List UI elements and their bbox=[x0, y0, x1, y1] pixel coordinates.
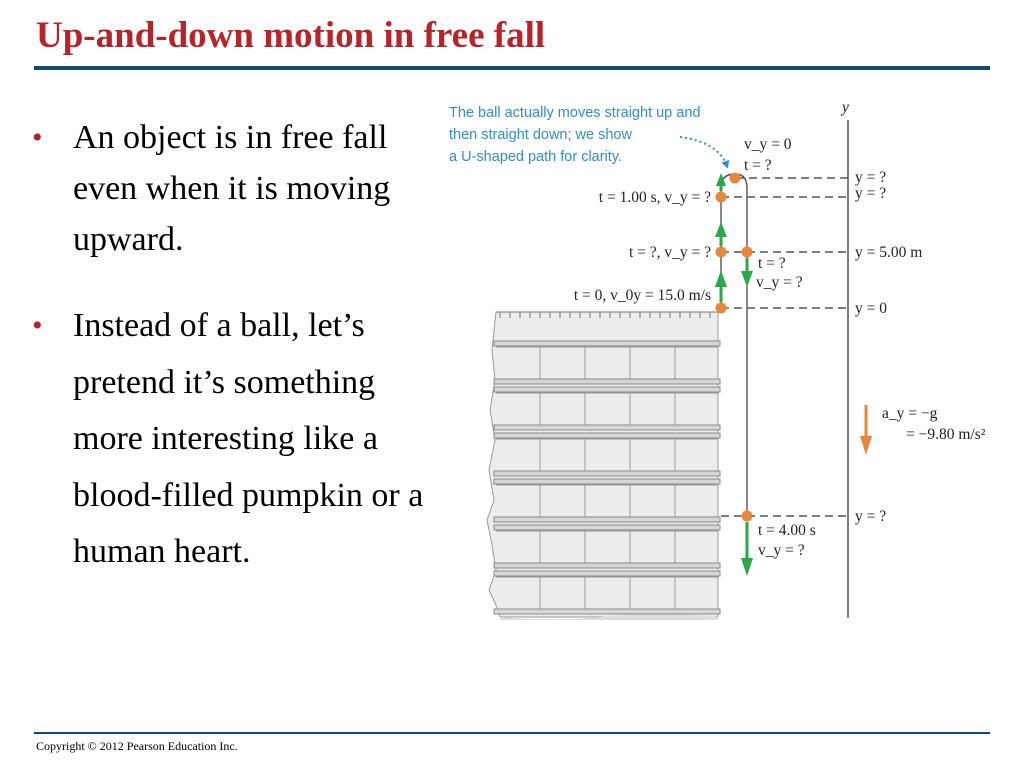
accel-label-line1: a_y = −g bbox=[882, 405, 938, 422]
ball-t1 bbox=[716, 192, 727, 203]
down-arrow-bottom bbox=[741, 522, 753, 576]
bullet-dot-icon: • bbox=[32, 121, 43, 154]
up-arrow-t1 bbox=[716, 173, 726, 191]
label-t0: t = 0, v_0y = 15.0 m/s bbox=[573, 287, 711, 304]
label-top-t: t = ? bbox=[744, 157, 772, 174]
ball-bottom bbox=[742, 511, 753, 522]
label-top-vy: v_y = 0 bbox=[744, 136, 792, 153]
y-label-bottom: y = ? bbox=[855, 508, 887, 525]
y-label-zero: y = 0 bbox=[855, 300, 887, 317]
label-bottom-t: t = 4.00 s bbox=[758, 522, 816, 539]
label-mid-vy: v_y = ? bbox=[756, 274, 803, 291]
ball-top bbox=[730, 173, 741, 184]
caption-line-3: a U-shaped path for clarity. bbox=[449, 149, 623, 165]
slide-title: Up-and-down motion in free fall bbox=[36, 15, 546, 56]
y-label-t1: y = ? bbox=[855, 185, 887, 202]
footer-rule bbox=[34, 732, 990, 734]
up-arrow-t0 bbox=[715, 270, 727, 302]
label-t2: t = ?, v_y = ? bbox=[628, 244, 711, 261]
accel-label-line2: = −9.80 m/s² bbox=[906, 426, 986, 443]
cliff-building bbox=[487, 312, 720, 620]
bullet-text: An object is in free fall even when it is moving upward. bbox=[73, 119, 391, 258]
down-arrow-mid bbox=[741, 258, 753, 287]
ball-mid-down bbox=[742, 247, 753, 258]
y-label-mid: y = 5.00 m bbox=[855, 244, 923, 261]
up-arrow-mid bbox=[715, 222, 727, 246]
ball-path bbox=[721, 174, 747, 517]
label-mid-t: t = ? bbox=[758, 255, 786, 272]
copyright-footer: Copyright © 2012 Pearson Education Inc. bbox=[36, 739, 238, 753]
dashed-level-lines bbox=[721, 178, 848, 516]
caption-line-1: The ball actually moves straight up and bbox=[449, 105, 701, 121]
label-t1: t = 1.00 s, v_y = ? bbox=[598, 189, 711, 206]
caption-pointer-arrow bbox=[680, 137, 727, 166]
acceleration-arrow bbox=[860, 405, 872, 455]
bullet-dot-icon: • bbox=[32, 309, 43, 342]
ball-mid-up bbox=[716, 247, 727, 258]
label-bottom-vy: v_y = ? bbox=[758, 542, 805, 559]
ball-t0 bbox=[716, 303, 727, 314]
y-label-top: y = ? bbox=[855, 169, 887, 186]
caption-line-2: then straight down; we show bbox=[449, 127, 632, 143]
bullet-text: Instead of a ball, let’s pretend it’s something more interesting like a blood-filled pumpkin or a human heart. bbox=[73, 307, 424, 570]
y-axis-label: y bbox=[842, 99, 849, 116]
